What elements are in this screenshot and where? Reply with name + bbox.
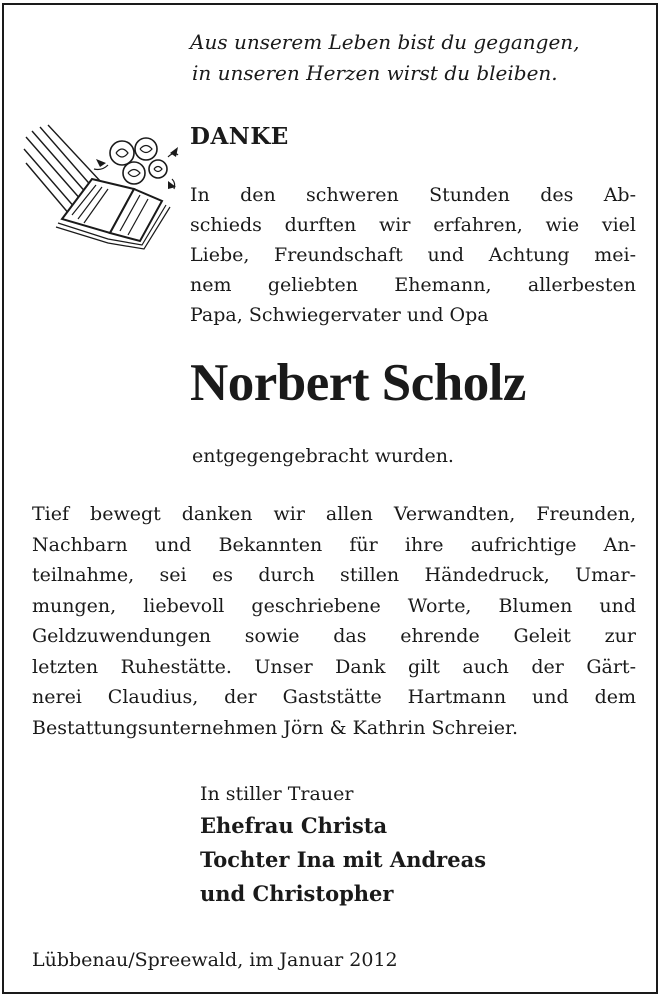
place-date: Lübbenau/Spreewald, im Januar 2012 [32, 949, 398, 971]
after-name-text: entgegengebracht wurden. [192, 445, 454, 467]
thanks-paragraph [32, 499, 636, 743]
thanks-line: Nachbarn und Bekannten für ihre aufrichtige An- [32, 533, 636, 556]
intro-paragraph [190, 180, 636, 330]
thanks-line: nerei Claudius, der Gaststätte Hartmann und dem [32, 686, 636, 708]
intro-line: nem geliebten Ehemann, allerbesten [190, 274, 636, 296]
thanks-line: Geldzuwendungen sowie das ehrende Geleit zur [32, 625, 636, 647]
thanks-line: letzten Ruhestätte. Unser Dank gilt auch der Gärt- [32, 655, 636, 678]
signature-block [200, 779, 486, 911]
motto-line: Aus unserem Leben bist du gegangen, [190, 30, 580, 54]
thanks-line: teilnahme, sei es durch stillen Händedruck, Umar- [32, 564, 636, 586]
thanks-line: mungen, liebevoll geschriebene Worte, Blumen und [32, 594, 636, 617]
intro-line: Papa, Schwiegervater und Opa [190, 304, 489, 326]
notice-frame [2, 3, 658, 994]
deceased-name: Norbert Scholz [190, 354, 526, 412]
thanks-line: Tief bewegt danken wir allen Verwandten, Freunden, [32, 503, 636, 525]
signature-name: Ehefrau Christa [200, 813, 388, 838]
heading: DANKE [190, 123, 289, 150]
signature-name: und Christopher [200, 881, 394, 906]
intro-line: schieds durften wir erfahren, wie viel [190, 214, 636, 236]
motto [190, 27, 610, 89]
intro-line: Liebe, Freundschaft und Achtung mei- [190, 244, 636, 266]
intro-line: In den schweren Stunden des Ab- [190, 184, 636, 206]
thanks-line: Bestattungsunternehmen Jörn & Kathrin Schreier. [32, 716, 519, 739]
signature-name: Tochter Ina mit Andreas [200, 847, 487, 872]
open-book-with-roses-icon [22, 123, 182, 253]
signature-lead: In stiller Trauer [200, 783, 354, 805]
motto-line: in unseren Herzen wirst du bleiben. [192, 61, 558, 85]
